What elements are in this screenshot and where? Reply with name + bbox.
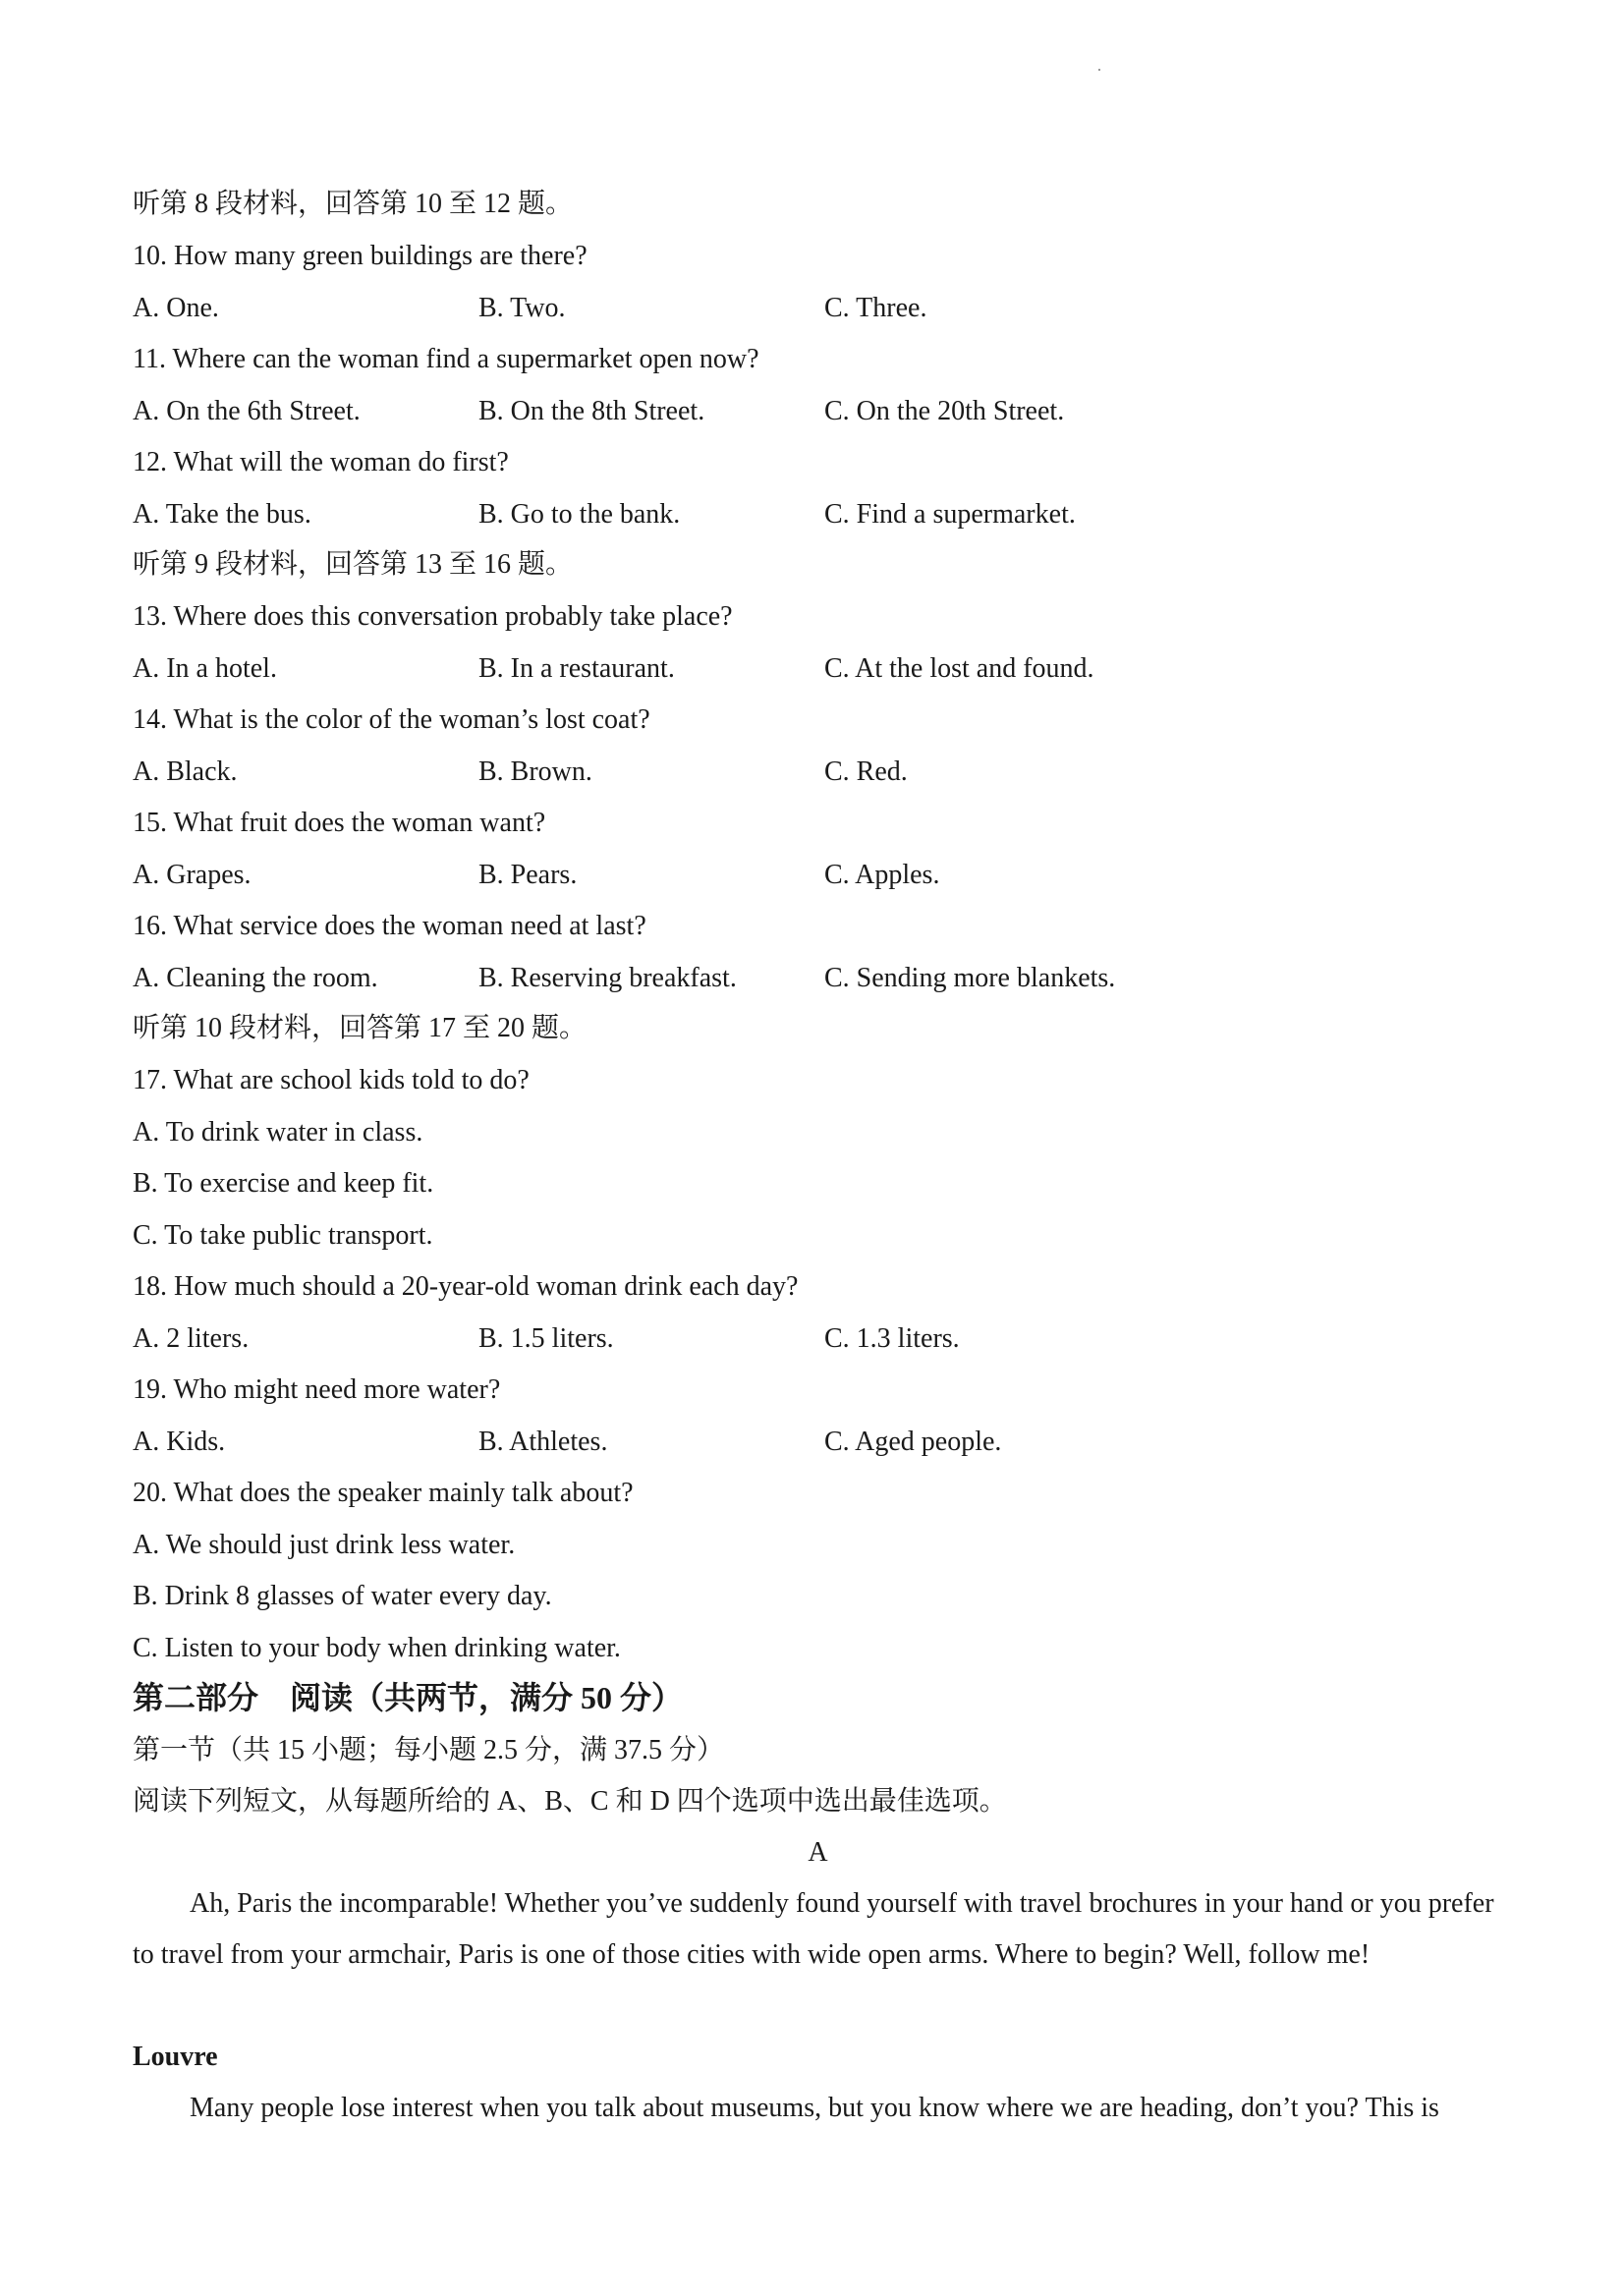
option-c: C. Find a supermarket. xyxy=(824,499,1076,530)
option-b: B. In a restaurant. xyxy=(478,653,675,684)
question-text: 18. How much should a 20-year-old woman drink each day? xyxy=(133,1271,799,1302)
option-b: B. Go to the bank. xyxy=(478,499,681,530)
option-c: C. To take public transport. xyxy=(133,1220,433,1251)
option-a: A. Take the bus. xyxy=(133,499,311,530)
option-c: C. On the 20th Street. xyxy=(824,396,1065,426)
question-text: 12. What will the woman do first? xyxy=(133,447,509,477)
question-text: 16. What service does the woman need at last? xyxy=(133,911,646,941)
question-text: 14. What is the color of the woman’s lost coat? xyxy=(133,704,650,735)
option-c: C. Listen to your body when drinking water. xyxy=(133,1633,621,1663)
part-title: 第二部分 阅读（共两节，满分 50 分） xyxy=(133,1680,684,1715)
question-text: 17. What are school kids told to do? xyxy=(133,1065,530,1095)
option-a: A. Kids. xyxy=(133,1427,226,1457)
option-b: B. 1.5 liters. xyxy=(478,1323,614,1354)
option-a: A. Black. xyxy=(133,756,238,787)
passage-label: A xyxy=(808,1837,828,1868)
option-b: B. Reserving breakfast. xyxy=(478,963,737,993)
passage-paragraph: Many people lose interest when you talk about museums, but you know where we are heading, don’t you? This is xyxy=(190,2093,1439,2123)
option-b: B. Pears. xyxy=(478,860,578,890)
question-text: 20. What does the speaker mainly talk about? xyxy=(133,1478,634,1508)
option-a: A. Grapes. xyxy=(133,860,252,890)
option-b: B. To exercise and keep fit. xyxy=(133,1168,434,1199)
option-c: C. Red. xyxy=(824,756,908,787)
option-b: B. Drink 8 glasses of water every day. xyxy=(133,1581,552,1611)
question-text: 10. How many green buildings are there? xyxy=(133,241,588,271)
question-text: 13. Where does this conversation probably take place? xyxy=(133,601,733,632)
option-a: A. One. xyxy=(133,293,219,323)
section-title: 第一节（共 15 小题；每小题 2.5 分，满 37.5 分） xyxy=(133,1735,725,1765)
option-c: C. Sending more blankets. xyxy=(824,963,1116,993)
instruction-text: 阅读下列短文，从每题所给的 A、B、C 和 D 四个选项中选出最佳选项。 xyxy=(133,1786,1007,1817)
option-a: A. To drink water in class. xyxy=(133,1117,423,1148)
section-heading: 听第 9 段材料，回答第 13 至 16 题。 xyxy=(133,549,574,580)
question-text: 15. What fruit does the woman want? xyxy=(133,808,546,838)
option-a: A. We should just drink less water. xyxy=(133,1530,516,1560)
scan-dot xyxy=(1098,69,1100,71)
option-a: A. Cleaning the room. xyxy=(133,963,378,993)
option-c: C. At the lost and found. xyxy=(824,653,1094,684)
passage-intro: Ah, Paris the incomparable! Whether you’ve suddenly found yourself with travel brochures in your hand or you prefer to travel from your armchair, Paris is one of those cities with wide open arms. Where to begin? Well, follow me! xyxy=(133,1888,1494,1970)
option-c: C. Aged people. xyxy=(824,1427,1002,1457)
option-b: B. Athletes. xyxy=(478,1427,608,1457)
option-a: A. 2 liters. xyxy=(133,1323,250,1354)
option-b: B. Brown. xyxy=(478,756,592,787)
question-text: 11. Where can the woman find a supermarket open now? xyxy=(133,344,759,374)
option-c: C. Three. xyxy=(824,293,927,323)
option-a: A. On the 6th Street. xyxy=(133,396,361,426)
option-c: C. 1.3 liters. xyxy=(824,1323,960,1354)
section-heading: 听第 8 段材料，回答第 10 至 12 题。 xyxy=(133,189,574,219)
question-text: 19. Who might need more water? xyxy=(133,1374,501,1405)
section-heading: 听第 10 段材料，回答第 17 至 20 题。 xyxy=(133,1013,588,1043)
option-b: B. On the 8th Street. xyxy=(478,396,705,426)
passage-subheading: Louvre xyxy=(133,2042,218,2072)
option-a: A. In a hotel. xyxy=(133,653,277,684)
option-b: B. Two. xyxy=(478,293,566,323)
option-c: C. Apples. xyxy=(824,860,940,890)
